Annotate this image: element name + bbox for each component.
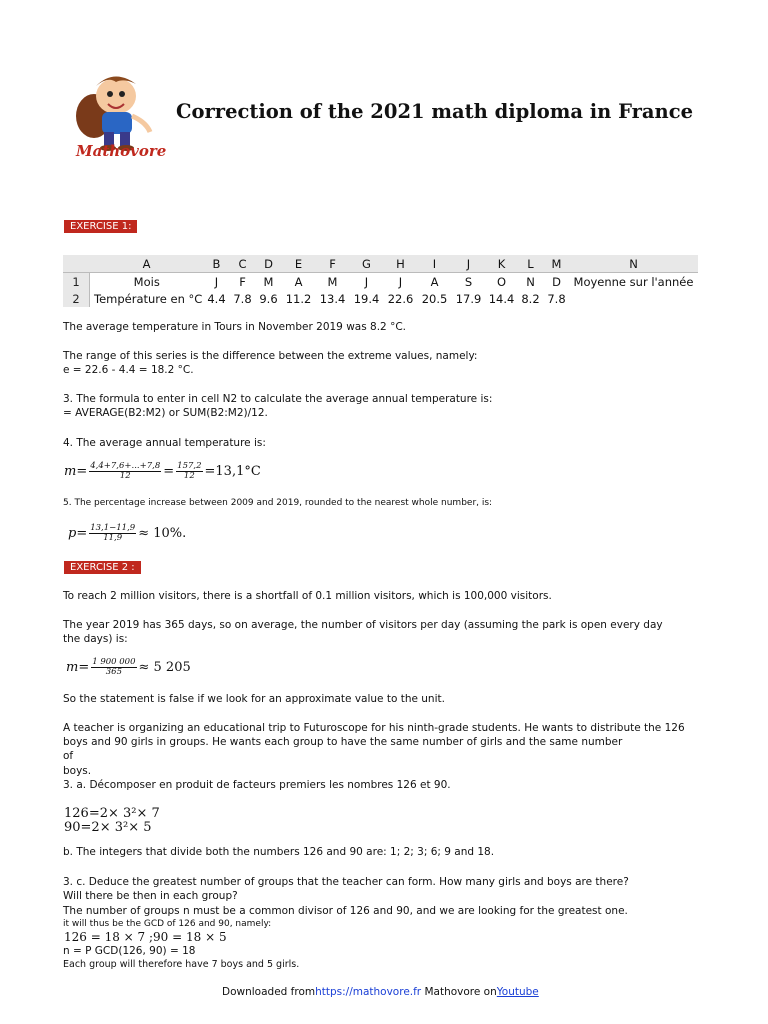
cell: N xyxy=(526,274,535,289)
mathovore-logo xyxy=(64,66,168,162)
cell xyxy=(570,290,698,307)
cell: 7.8 xyxy=(233,291,252,306)
fraction xyxy=(89,524,136,543)
column-header: F xyxy=(316,255,350,273)
formula-gcd: 126 = 18 × 7 ;90 = 18 × 5 xyxy=(64,930,227,944)
formula-visitors-per-day xyxy=(66,658,191,677)
sheet-row xyxy=(63,273,698,291)
ex2-paragraph-7f: Each group will therefore have 7 boys and 5 girls. xyxy=(63,959,300,970)
ex2-paragraph-7e: n = P GCD(126, 90) = 18 xyxy=(63,945,196,957)
formula-equals: = xyxy=(163,464,175,479)
fraction xyxy=(89,462,161,481)
row-number: 1 xyxy=(63,273,90,291)
footer-middle: Mathovore on xyxy=(421,986,497,998)
column-header: E xyxy=(282,255,316,273)
ex1-paragraph-5: 5. The percentage increase between 2009 and 2019, rounded to the nearest whole number, is: xyxy=(63,498,493,508)
cell: 13.4 xyxy=(319,291,346,306)
ex2-paragraph-4a: A teacher is organizing an educational trip to Futuroscope for his ninth-grade students. He wants to distribute the 126 xyxy=(63,722,685,734)
denominator: 11,9 xyxy=(103,533,123,543)
logo-text: Mathovore xyxy=(76,142,167,160)
column-header: L xyxy=(518,255,544,273)
ex1-paragraph-2b: e = 22.6 - 4.4 = 18.2 °C. xyxy=(63,364,194,376)
footer xyxy=(222,986,561,998)
ex2-paragraph-4b: boys and 90 girls in groups. He wants each group to have the same number of girls and the same number xyxy=(63,736,623,748)
cell: 22.6 xyxy=(387,291,414,306)
cell: 17.9 xyxy=(455,291,482,306)
cell: 4.4 xyxy=(207,291,226,306)
numerator: 157,2 xyxy=(177,461,202,471)
column-header: N xyxy=(570,255,698,273)
ex2-paragraph-3: So the statement is false if we look for an approximate value to the unit. xyxy=(63,693,445,705)
ex2-paragraph-2b: the days) is: xyxy=(63,633,128,645)
formula-factor-126: 126=2× 3²× 7 xyxy=(64,806,160,821)
cell: J xyxy=(398,274,403,289)
cell: O xyxy=(496,274,507,289)
formula-factor-90: 90=2× 3²× 5 xyxy=(64,820,152,835)
column-header: H xyxy=(384,255,418,273)
column-header: M xyxy=(544,255,570,273)
ex1-paragraph-3b: = AVERAGE(B2:M2) or SUM(B2:M2)/12. xyxy=(63,407,268,419)
ex2-paragraph-5: 3. a. Décomposer en produit de facteurs premiers les nombres 126 et 90. xyxy=(63,779,451,791)
footer-youtube-link[interactable]: Youtube xyxy=(496,986,539,998)
formula-rhs: =13,1°C xyxy=(204,464,261,479)
column-header: J xyxy=(452,255,486,273)
ex2-paragraph-7a: 3. c. Deduce the greatest number of groups that the teacher can form. How many girls and boys are there? xyxy=(63,876,629,888)
numerator: 4,4+7,6+...+7,8 xyxy=(90,461,161,471)
ex2-paragraph-7c: The number of groups n must be a common divisor of 126 and 90, and we are looking for the greatest one. xyxy=(63,905,628,917)
footer-site-link[interactable]: https://mathovore.fr xyxy=(315,986,422,998)
fraction xyxy=(176,462,202,481)
column-header: B xyxy=(204,255,230,273)
cell: 11.2 xyxy=(285,291,312,306)
cell: 14.4 xyxy=(488,291,515,306)
cell: J xyxy=(364,274,369,289)
denominator: 365 xyxy=(105,667,122,677)
cell: 8.2 xyxy=(521,291,540,306)
ex1-paragraph-2a: The range of this series is the difference between the extreme values, namely: xyxy=(63,350,478,362)
column-header: D xyxy=(256,255,282,273)
formula-average xyxy=(64,462,261,481)
denominator: 12 xyxy=(183,471,195,481)
ex1-paragraph-3a: 3. The formula to enter in cell N2 to calculate the average annual temperature is: xyxy=(63,393,493,405)
cell: A xyxy=(430,274,439,289)
formula-lhs: p= xyxy=(68,526,88,541)
footer-prefix: Downloaded from xyxy=(222,986,316,998)
sheet-row xyxy=(63,290,698,307)
cell: M xyxy=(263,274,274,289)
cell: Température en °C xyxy=(94,291,203,306)
cell: 9.6 xyxy=(259,291,278,306)
denominator: 12 xyxy=(119,471,131,481)
column-header: A xyxy=(90,255,204,273)
ex1-paragraph-1: The average temperature in Tours in November 2019 was 8.2 °C. xyxy=(63,321,406,333)
formula-rhs: ≈ 5 205 xyxy=(138,660,191,675)
ex2-paragraph-1: To reach 2 million visitors, there is a shortfall of 0.1 million visitors, which is 100,000 visitors. xyxy=(63,590,552,602)
ex2-paragraph-7b: Will there be then in each group? xyxy=(63,890,238,902)
ex2-paragraph-7d: it will thus be the GCD of 126 and 90, namely: xyxy=(63,919,272,929)
numerator: 13,1−11,9 xyxy=(90,523,136,533)
cell: 19.4 xyxy=(353,291,380,306)
ex2-paragraph-4c: of xyxy=(63,750,74,762)
cell: A xyxy=(294,274,303,289)
cell: D xyxy=(552,274,561,289)
formula-lhs: m= xyxy=(64,464,88,479)
spreadsheet-table xyxy=(63,255,698,307)
ex2-paragraph-2a: The year 2019 has 365 days, so on average, the number of visitors per day (assuming the park is open every day xyxy=(63,619,663,631)
row-number: 2 xyxy=(63,290,90,307)
column-header: K xyxy=(486,255,518,273)
numerator: 1 900 000 xyxy=(92,657,136,667)
page-title: Correction of the 2021 math diploma in France xyxy=(176,100,693,123)
cell: J xyxy=(214,274,219,289)
ex1-paragraph-4: 4. The average annual temperature is: xyxy=(63,437,266,449)
cell: S xyxy=(464,274,473,289)
formula-percentage xyxy=(68,524,186,543)
formula-lhs: m= xyxy=(66,660,90,675)
cell: Mois xyxy=(133,274,160,289)
ex2-paragraph-6: b. The integers that divide both the numbers 126 and 90 are: 1; 2; 3; 6; 9 and 18. xyxy=(63,846,495,858)
column-header: C xyxy=(230,255,256,273)
column-header: G xyxy=(350,255,384,273)
cell: 7.8 xyxy=(547,291,566,306)
cell: M xyxy=(327,274,338,289)
formula-rhs: ≈ 10%. xyxy=(138,526,187,541)
sheet-header-row xyxy=(63,255,698,273)
cell: F xyxy=(239,274,246,289)
cell: Moyenne sur l'année xyxy=(573,274,694,289)
column-header: I xyxy=(418,255,452,273)
cell: 20.5 xyxy=(421,291,448,306)
ex2-paragraph-4d: boys. xyxy=(63,765,92,777)
exercise-2-badge: EXERCISE 2 : xyxy=(64,561,141,574)
exercise-1-badge: EXERCISE 1: xyxy=(64,220,137,233)
fraction xyxy=(91,658,136,677)
